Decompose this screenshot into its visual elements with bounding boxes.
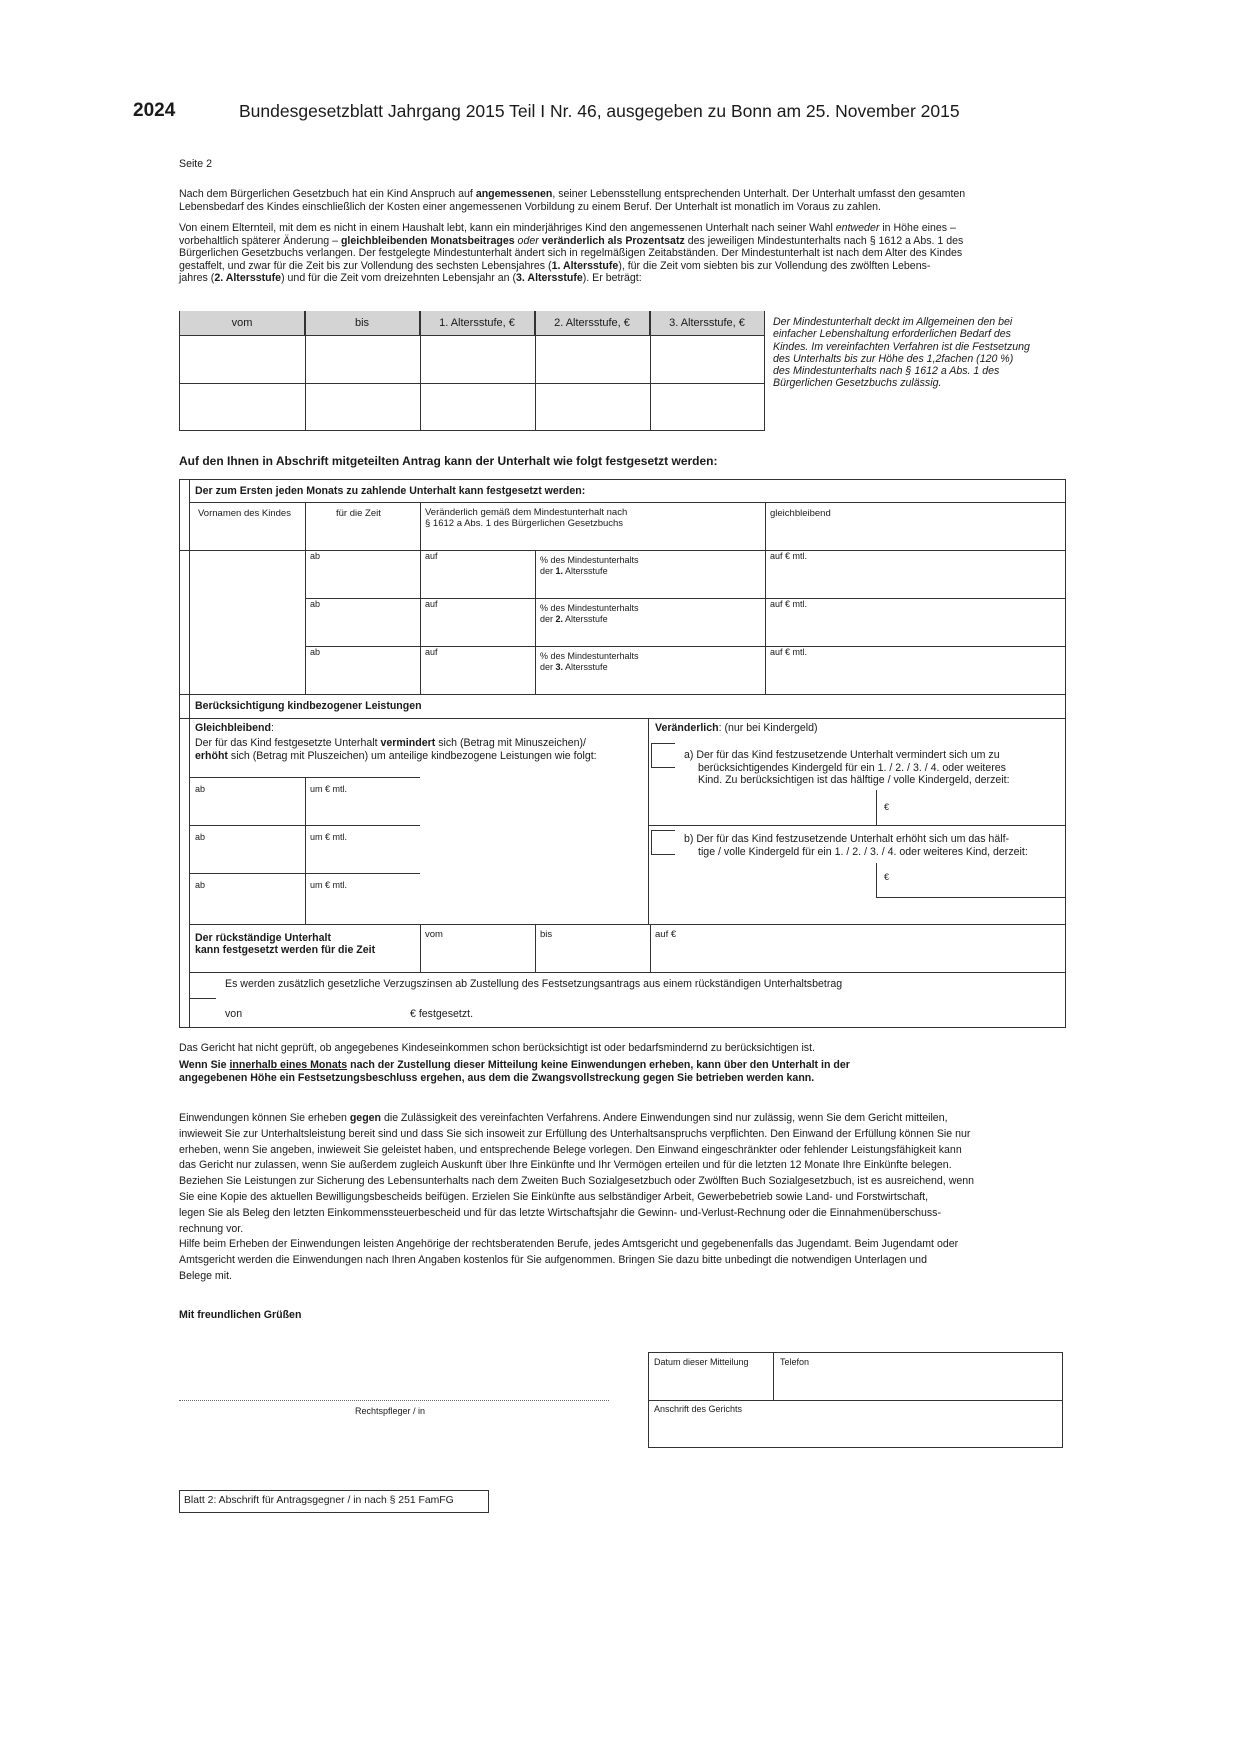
rates-col-stufe2: 2. Altersstufe, € [535, 311, 650, 335]
rueck-amount-field[interactable] [651, 940, 1065, 972]
rueckstand-label: Der rückständige Unterhalt kann festgesetzt werden für die Zeit [195, 932, 376, 956]
gleich-row2-ab: ab [195, 832, 206, 842]
row3-pct: % des Mindestunterhalts der 3. Altersstufe [540, 651, 639, 672]
row2-auf: auf [425, 599, 438, 609]
gazette-title: Bundesgesetzblatt Jahrgang 2015 Teil I Nr. 46, ausgegeben zu Bonn am 25. November 2015 [239, 101, 960, 121]
rueck-vom-field[interactable] [421, 940, 535, 972]
gleich-row1-ab: ab [195, 784, 206, 794]
row3-auf-eur: auf € mtl. [770, 647, 808, 657]
zinsen-checkbox[interactable] [189, 998, 216, 1028]
gleich-row3-ab: ab [195, 880, 206, 890]
gleich-row3-um: um € mtl. [310, 880, 348, 890]
leistungen-heading: Berücksichtigung kindbezogener Leistungen [195, 700, 422, 712]
option-b-euro: € [884, 872, 890, 882]
option-b-amount-field[interactable] [877, 863, 1065, 897]
datum-field[interactable] [649, 1370, 773, 1400]
rates-input-vom-1[interactable] [180, 336, 305, 383]
option-b-text: b) Der für das Kind festzusetzende Unterhalt erhöht sich um das hälf- tige / volle Kindergeld für ein 1. / 2. / 3. / 4. oder weiteres Kind, derzeit: [684, 833, 1028, 858]
zinsen-von: von [225, 1008, 243, 1020]
note-kindeseinkommen: Das Gericht hat nicht geprüft, ob angegebenes Kindeseinkommen schon berücksichtigt ist oder bedarfsmindernd zu berücksichtigen ist. [179, 1042, 815, 1054]
rates-input-vom-2[interactable] [180, 384, 305, 431]
form-title: Der zum Ersten jeden Monats zu zahlende Unterhalt kann festgesetzt werden: [195, 485, 586, 497]
col-vornamen: Vornamen des Kindes [198, 508, 291, 519]
option-a-checkbox[interactable] [651, 743, 675, 768]
rates-input-stufe2-2[interactable] [536, 384, 650, 431]
page-number: 2024 [133, 100, 176, 121]
row1-auf-eur: auf € mtl. [770, 551, 808, 561]
seite-label: Seite 2 [179, 158, 212, 170]
row1-auf: auf [425, 551, 438, 561]
row1-pct: % des Mindestunterhalts der 1. Altersstufe [540, 555, 639, 576]
rates-input-stufe3-1[interactable] [651, 336, 765, 383]
datum-label: Datum dieser Mitteilung [654, 1357, 749, 1367]
rates-input-bis-2[interactable] [306, 384, 420, 431]
ver-title: Veränderlich: (nur bei Kindergeld) [655, 722, 818, 734]
zinsen-text: Es werden zusätzlich gesetzliche Verzugszinsen ab Zustellung des Festsetzungsantrags aus einem rückständigen Unterhaltsbetrag [225, 978, 843, 990]
rates-input-stufe3-2[interactable] [651, 384, 765, 431]
rueck-auf-eur: auf € [655, 929, 677, 940]
row1-ab: ab [310, 551, 321, 561]
greeting: Mit freundlichen Grüßen [179, 1309, 302, 1321]
note-frist: Wenn Sie innerhalb eines Monats nach der Zustellung dieser Mitteilung keine Einwendungen erheben, kann über den Unterhalt in der angegebenen Höhe ein Festsetzungsbeschluss ergehen, aus dem die Zwangsvollstreckung gegen Sie betrieben werden kann. [179, 1059, 850, 1084]
signature-label: Rechtspfleger / in [355, 1406, 426, 1416]
child-name-field[interactable] [190, 551, 305, 694]
option-a-amount-field[interactable] [877, 790, 1065, 825]
section-heading: Auf den Ihnen in Abschrift mitgeteilten Antrag kann der Unterhalt wie folgt festgesetzt werden: [179, 454, 718, 468]
intro-paragraph-1: Nach dem Bürgerlichen Gesetzbuch hat ein Kind Anspruch auf angemessenen, seiner Lebensstellung entsprechenden Unterhalt. Der Unterhalt umfasst den gesamten Lebensbedarf des Kindes einschließlich der Kosten einer angemessenen Vorbildung zu einem Beruf. Der Unterhalt ist monatlich im Voraus zu zahlen. [179, 188, 966, 213]
row3-ab: ab [310, 647, 321, 657]
option-a-text: a) Der für das Kind festzusetzende Unterhalt vermindert sich um zu berücksichtigendes Kindergeld für ein 1. / 2. / 3. / 4. oder weiteres Kind. Zu berücksichtigen ist das hälftige / volle Kindergeld, derzeit: [684, 749, 1010, 786]
blatt-label: Blatt 2: Abschrift für Antragsgegner / in nach § 251 FamFG [184, 1495, 454, 1506]
zinsen-festgesetzt: € festgesetzt. [410, 1008, 474, 1020]
signature-line[interactable] [179, 1400, 609, 1401]
rates-input-stufe2-1[interactable] [536, 336, 650, 383]
rates-input-stufe1-1[interactable] [421, 336, 535, 383]
telefon-label: Telefon [780, 1357, 810, 1367]
row2-auf-eur: auf € mtl. [770, 599, 808, 609]
col-veraenderlich: Veränderlich gemäß dem Mindestunterhalt nach § 1612 a Abs. 1 des Bürgerlichen Gesetzbuchs [425, 507, 628, 529]
col-gleichbleibend: gleichbleibend [770, 508, 831, 519]
gleich-text: Der für das Kind festgesetzte Unterhalt vermindert sich (Betrag mit Minuszeichen)/ erhöht sich (Betrag mit Pluszeichen) um anteilige kindbezogene Leistungen wie folgt: [195, 737, 597, 762]
rates-col-stufe3: 3. Altersstufe, € [650, 311, 764, 335]
anschrift-label: Anschrift des Gerichts [654, 1404, 743, 1414]
col-zeit: für die Zeit [336, 508, 381, 519]
rates-input-bis-1[interactable] [306, 336, 420, 383]
row2-pct: % des Mindestunterhalts der 2. Altersstufe [540, 603, 639, 624]
einwendungen-text: Einwendungen können Sie erheben gegen die Zulässigkeit des vereinfachten Verfahrens. Andere Einwendungen sind nur zulässig, wenn Sie dem Gericht mitteilen, inwieweit Sie zur Unterhaltsleistung bereit sind und dass Sie sich insoweit zur Erfüllung des Unterhaltsanspruchs verpflichten. Den Einwand der Erfüllung können Sie nur erheben, wenn Sie angeben, inwieweit Sie geleistet haben, und entsprechende Belege vorlegen. Den Einwand eingeschränkter oder fehlender Leistungsfähigkeit kann das Gericht nur zulassen, wenn Sie außerdem zugleich Auskunft über Ihre Einkünfte und Ihr Vermögen erteilen und für die letzten 12 Monate Ihre Einkünfte belegen. Beziehen Sie Leistungen zur Sicherung des Lebensunterhalts nach dem Zweiten Buch Sozialgesetzbuch oder Zwölften Buch Sozialgesetzbuch, ist es ausreichend, wenn Sie eine Kopie des aktuellen Bewilligungsbescheids beifügen. Erzielen Sie Einkünfte aus selbständiger Arbeit, Gewerbebetrieb sowie Land- und Forstwirtschaft, legen Sie als Beleg den letzten Einkommenssteuerbescheid und für das letzte Wirtschaftsjahr die Gewinn- und-Verlust-Rechnung oder die Einnahmenüberschuss- rechnung vor. Hilfe beim Erheben der Einwendungen leisten Angehörige der rechtsberatenden Berufe, jedes Amtsgericht und gegebenenfalls das Jugendamt. Beim Jugendamt oder Amtsgericht werden die Einwendungen nach Ihren Angaben kostenlos für Sie aufgenommen. Bringen Sie dazu bitte unbedingt die notwendigen Unterlagen und Belege mit. [179, 1112, 975, 1282]
rates-col-stufe1: 1. Altersstufe, € [420, 311, 535, 335]
gleich-title: Gleichbleibend: [195, 722, 274, 734]
row3-auf: auf [425, 647, 438, 657]
row2-ab: ab [310, 599, 321, 609]
side-note: Der Mindestunterhalt deckt im Allgemeinen den bei einfacher Lebenshaltung erforderlichen Bedarf des Kindes. Im vereinfachten Verfahren ist die Festsetzung des Unterhalts bis zur Höhe des 1,2fachen (120 %) des Mindestunterhalts nach § 1612 a Abs. 1 des Bürgerlichen Gesetzbuchs zulässig. [773, 316, 1030, 390]
gleich-row2-um: um € mtl. [310, 832, 348, 842]
option-a-euro: € [884, 802, 890, 812]
rates-col-vom: vom [180, 311, 305, 335]
gleich-row1-um: um € mtl. [310, 784, 348, 794]
rates-input-stufe1-2[interactable] [421, 384, 535, 431]
intro-paragraph-2: Von einem Elternteil, mit dem es nicht in einem Haushalt lebt, kann ein minderjähriges Kind den angemessenen Unterhalt nach seiner Wahl entweder in Höhe eines – vorbehaltlich späterer Änderung – gleichbleibenden Monatsbeitrages oder veränderlich als Prozentsatz des jeweiligen Mindestunterhalts nach § 1612 a Abs. 1 des Bürgerlichen Gesetzbuchs verlangen. Der festgelegte Mindestunterhalt ändert sich in regelmäßigen Zeitabständen. Der Mindestunterhalt ist nach dem Alter des Kindes gestaffelt, und zwar für die Zeit bis zur Vollendung des sechsten Lebensjahres (1. Altersstufe), für die Zeit vom siebten bis zur Vollendung des zwölften Lebens- jahres (2. Altersstufe) und für die Zeit vom dreizehnten Lebensjahr an (3. Altersstufe). Er beträgt: [179, 222, 964, 284]
option-b-checkbox[interactable] [651, 830, 675, 855]
anschrift-field[interactable] [649, 1418, 1062, 1447]
telefon-field[interactable] [774, 1370, 1062, 1400]
rueck-bis-field[interactable] [536, 940, 650, 972]
rueck-vom: vom [425, 929, 443, 940]
rueck-bis: bis [540, 929, 553, 940]
rates-col-bis: bis [305, 311, 420, 335]
